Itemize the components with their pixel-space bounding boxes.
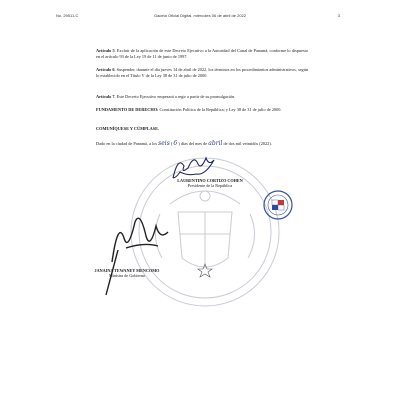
handwritten-month: abril bbox=[208, 140, 223, 147]
fundamento-text: Constitución Política de la República; y Ley 38 de 31 de julio de 2000. bbox=[158, 107, 282, 112]
signatory-minister bbox=[82, 268, 172, 278]
president-signature bbox=[173, 158, 214, 178]
signatory-title: Ministra de Gobierno bbox=[108, 273, 146, 278]
handwritten-day-number: 6 bbox=[173, 140, 178, 147]
dado-mid: ) días del mes de bbox=[178, 141, 208, 146]
article-text: . Este Decreto Ejecutivo empezará a regir a partir de su promulgación. bbox=[114, 94, 236, 99]
article-label: Artículo 7 bbox=[96, 94, 115, 99]
signatory-president bbox=[150, 178, 270, 188]
article-text: . Excluir de la aplicación de este Decreto Ejecutivo a la Autoridad del Canal de Panamá, conforme lo dispuesto en el artículo 93 de la Ley 19 de 11 de junio de 1997. bbox=[96, 48, 309, 59]
article-text: . Suspender, durante el día jueves 14 de abril de 2022, los términos en los procedimientos administrativos, según lo establecido en el Título V de la Ley 38 de 31 de julio de 2000. bbox=[96, 67, 309, 78]
signatory-name: JANAINA TEWANEY MENCOMO bbox=[94, 268, 160, 273]
presidency-seal bbox=[264, 191, 292, 219]
dado-suffix: de dos mil veintidós (2022). bbox=[223, 141, 272, 146]
article-label: Artículo 5 bbox=[96, 48, 115, 53]
handwritten-day: seis bbox=[158, 140, 170, 147]
comuniquese-heading: COMUNÍQUESE Y CÚMPLASE. bbox=[96, 126, 160, 131]
signatory-title: Presidente de la República bbox=[187, 183, 233, 188]
minister-signature bbox=[106, 218, 168, 295]
dado-prefix: Dado en la ciudad de Panamá, a los bbox=[96, 141, 158, 146]
signatory-name: LAURENTINO CORTIZO COHEN bbox=[177, 178, 243, 183]
gazette-title: Gaceta Oficial Digital, miércoles 06 de abril de 2022 bbox=[153, 13, 247, 18]
article-label: Artículo 6 bbox=[96, 67, 115, 72]
dado-line: Dado en la ciudad de Panamá, a los seis ( 6 ) días del mes de abril de dos mil veintidós (2022). bbox=[96, 140, 272, 147]
fundamento-label: FUNDAMENTO DE DERECHO: bbox=[96, 107, 159, 112]
issue-number: No. 29511-C bbox=[56, 13, 79, 18]
page-number: 3 bbox=[337, 13, 340, 18]
